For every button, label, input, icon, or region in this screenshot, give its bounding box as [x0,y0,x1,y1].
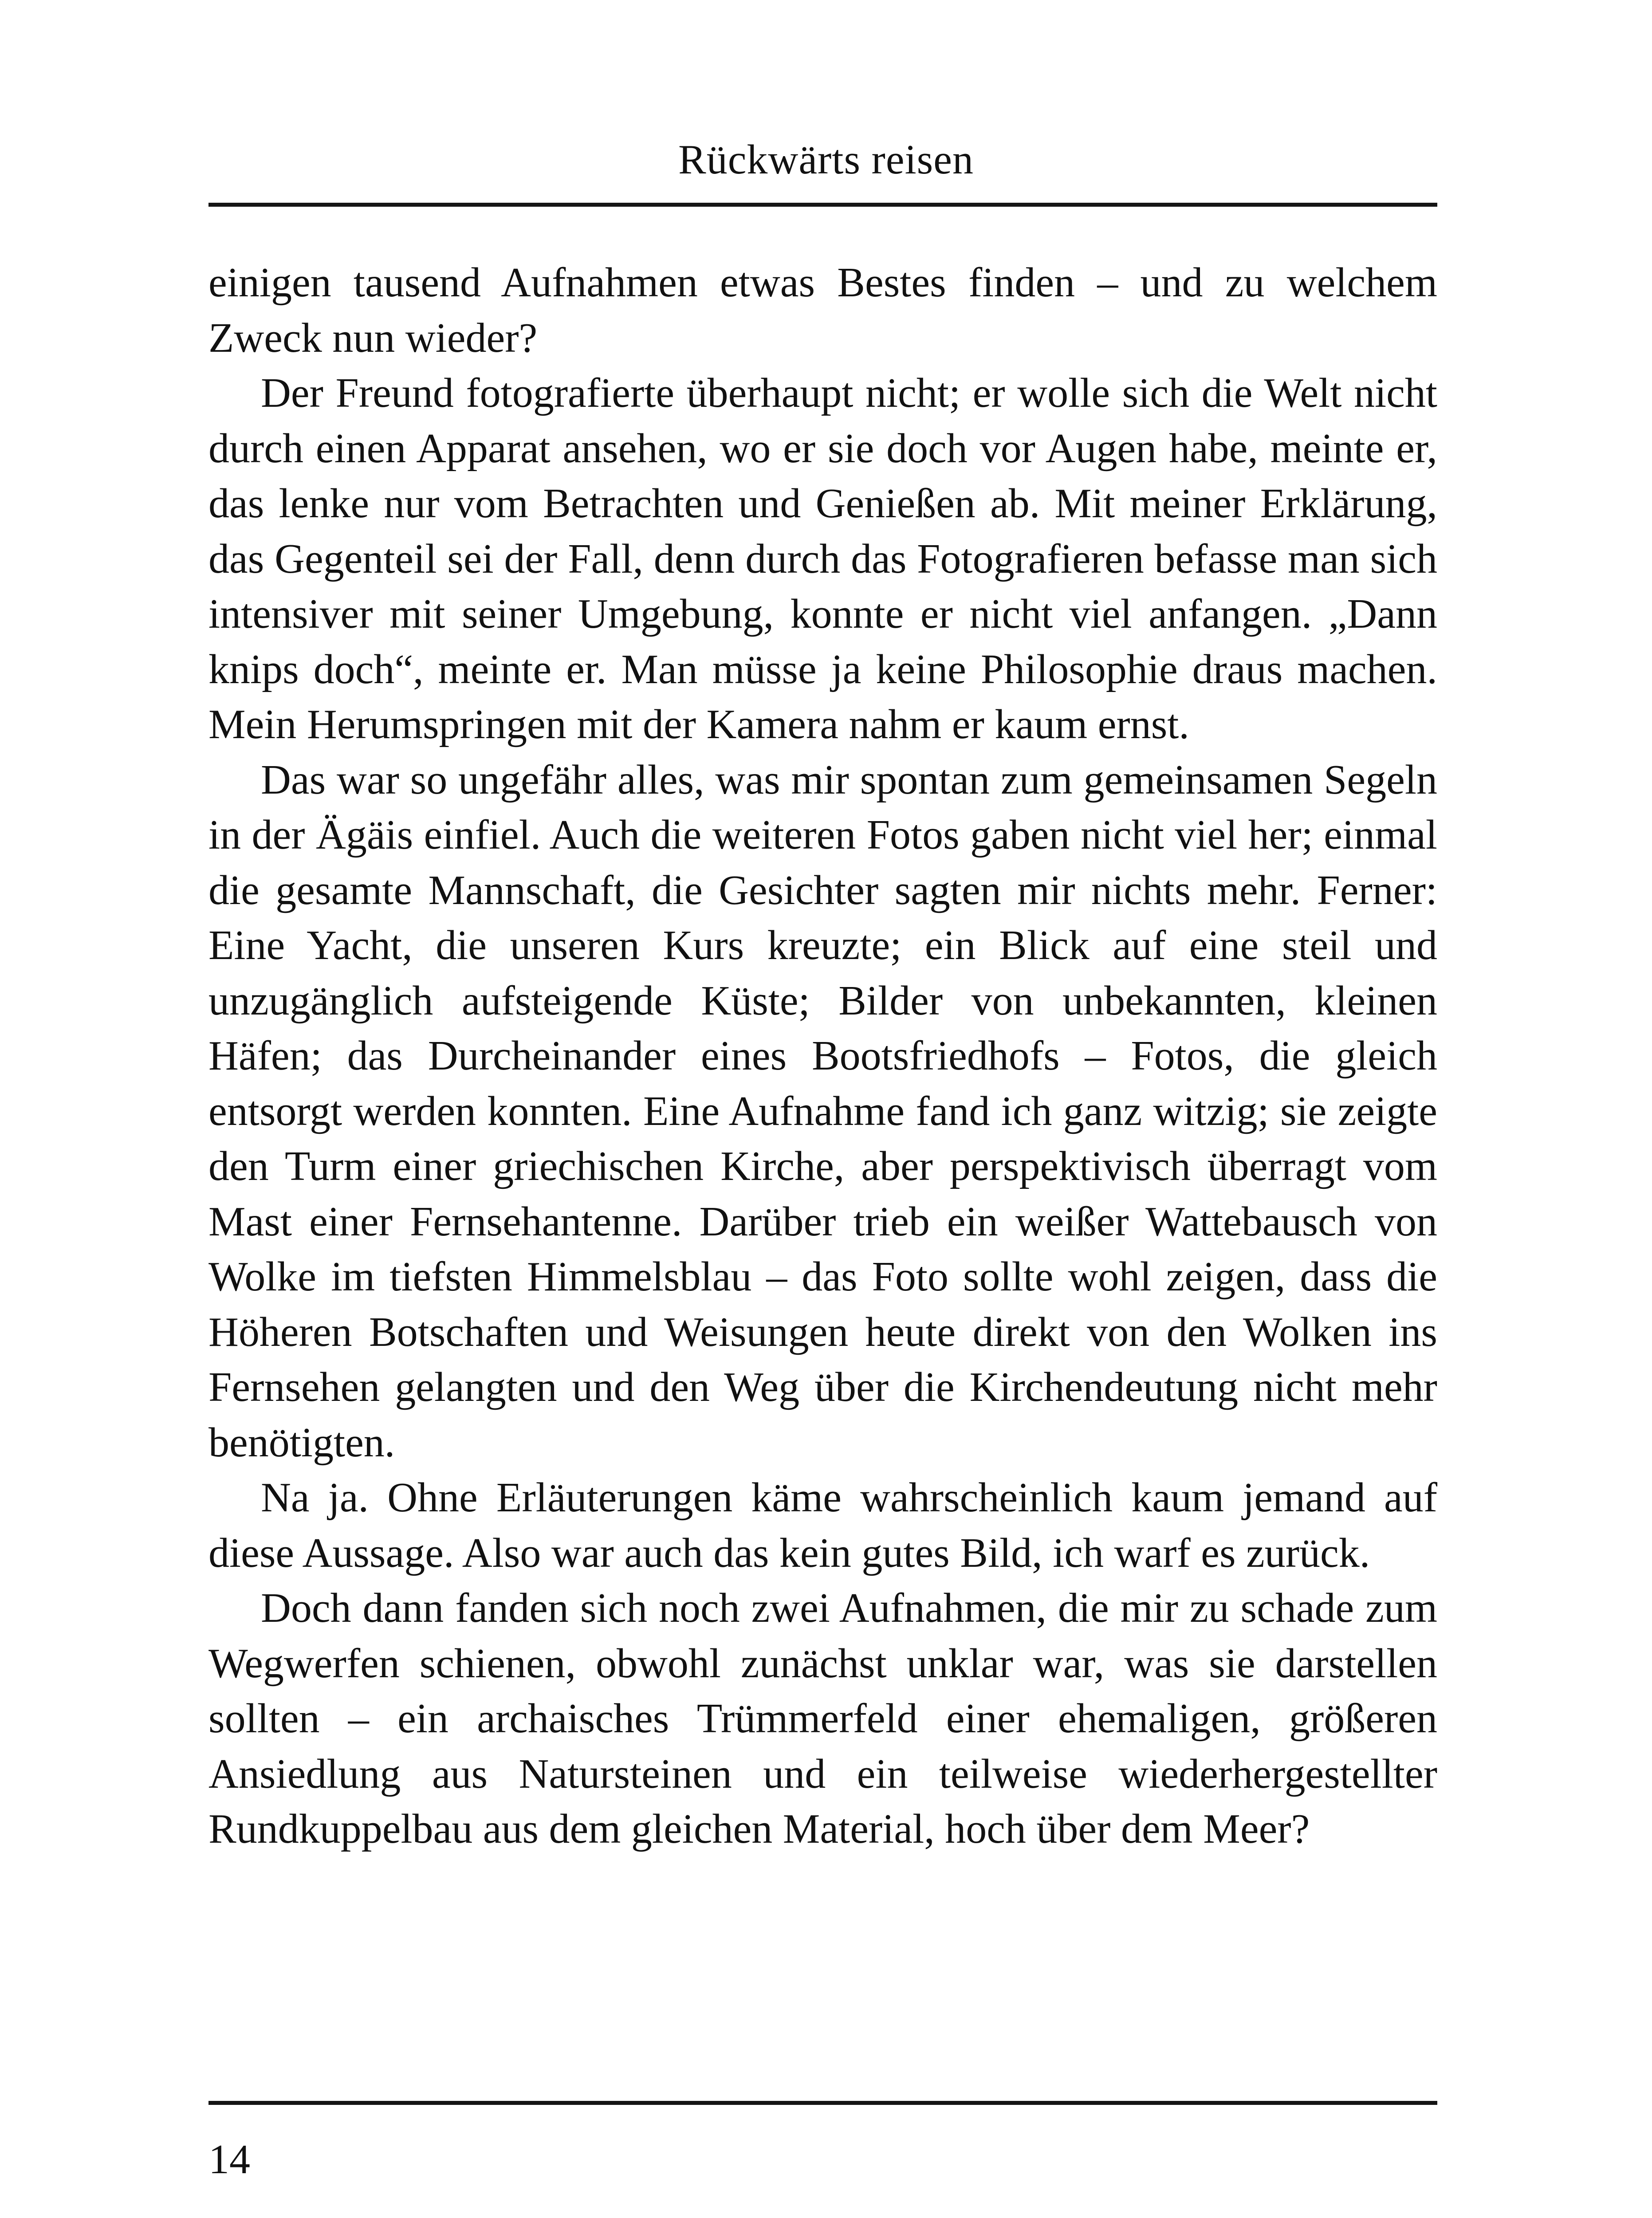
body-text [208,255,1437,1857]
paragraph: Na ja. Ohne Erläuterungen käme wahrscheinlich kaum jemand auf diese Aussage. Also war auch das kein gutes Bild, ich warf es zurück. [208,1475,1437,1576]
page-number: 14 [208,2136,250,2183]
paragraph: Der Freund fotografierte überhaupt nicht; er wolle sich die Welt nicht durch einen Apparat ansehen, wo er sie doch vor Augen habe, meinte er, das lenke nur vom Betrachten und Genießen ab. Mit meiner Erklärung, das Gegenteil sei der Fall, denn durch das Fotografieren befasse man sich intensiver mit seiner Umgebung, konnte er nicht viel anfangen. „Dann knips doch“, meinte er. Man müsse ja keine Philosophie draus machen. Mein Herumspringen mit der Kamera nahm er kaum ernst. [208,370,1437,747]
running-head: Rückwärts reisen [678,137,974,183]
paragraph: Doch dann fanden sich noch zwei Aufnahmen, die mir zu schade zum Wegwerfen schienen, obwohl zunächst unklar war, was sie darstellen sollten – ein archaisches Trümmerfeld einer ehemaligen, größeren Ansiedlung aus Natursteinen und ein teilweise wiederhergestellter Rundkuppelbau aus dem gleichen Material, hoch über dem Meer? [208,1585,1437,1852]
header-rule [208,203,1437,207]
paragraph: einigen tausend Aufnahmen etwas Bestes finden – und zu welchem Zweck nun wieder? [208,260,1437,361]
footer-rule [208,2101,1437,2105]
paragraph: Das war so ungefähr alles, was mir spontan zum gemeinsamen Segeln in der Ägäis einfiel. Auch die weiteren Fotos gaben nicht viel her; einmal die gesamte Mannschaft, die Gesichter sagten mir nichts mehr. Ferner: Eine Yacht, die unseren Kurs kreuzte; ein Blick auf eine steil und unzugänglich aufsteigende Küste; Bilder von unbekannten, kleinen Häfen; das Durcheinander eines Bootsfriedhofs – Fotos, die gleich entsorgt werden konnten. Eine Aufnahme fand ich ganz witzig; sie zeigte den Turm einer griechischen Kirche, aber perspektivisch überragt vom Mast einer Fernsehantenne. Darüber trieb ein weißer Wattebausch von Wolke im tiefsten Himmelsblau – das Foto sollte wohl zeigen, dass die Höheren Botschaften und Weisungen heute direkt von den Wolken ins Fernsehen gelangten und den Weg über die Kirchendeutung nicht mehr benötigten. [208,756,1437,1466]
